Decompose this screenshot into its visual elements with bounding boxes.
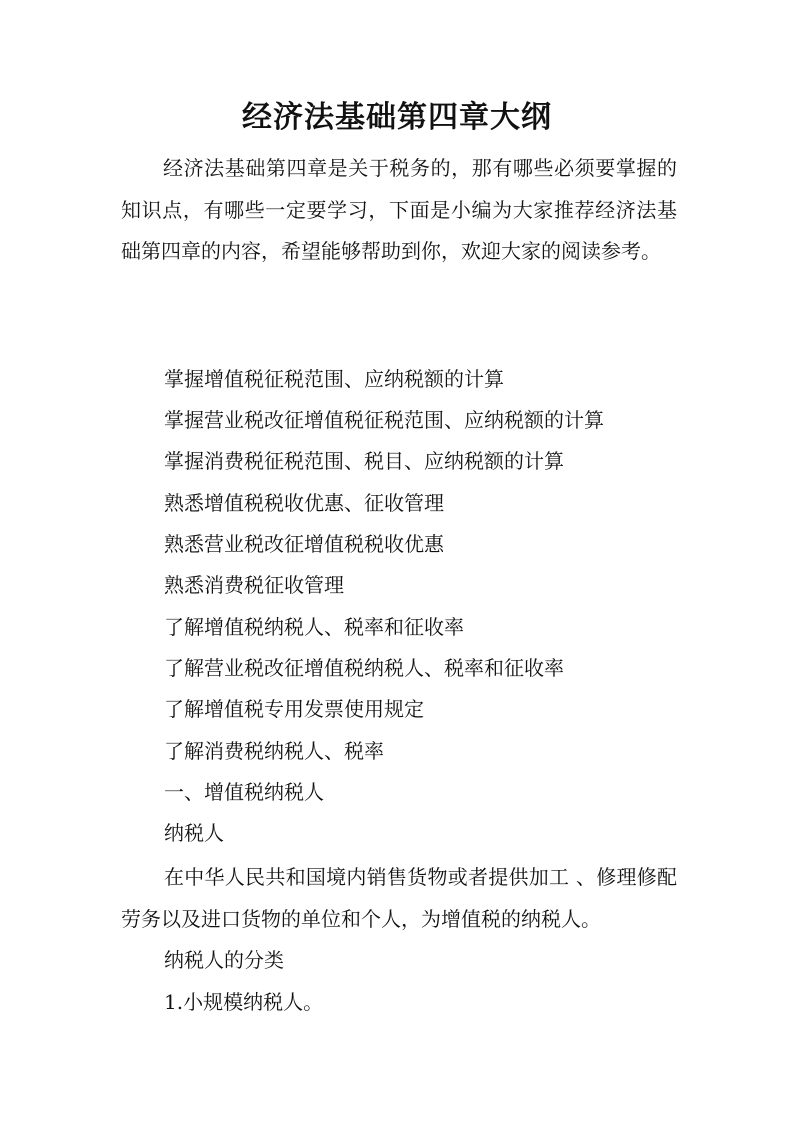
section-heading: 一、增值税纳税人 (164, 780, 324, 804)
outline-item: 掌握消费税征税范围、税目、应纳税额的计算 (164, 449, 564, 473)
outline-item: 熟悉增值税税收优惠、征收管理 (164, 491, 444, 515)
category-heading: 纳税人的分类 (164, 948, 284, 972)
outline-item: 了解消费税纳税人、税率 (164, 739, 384, 763)
outline-item: 了解增值税专用发票使用规定 (164, 697, 424, 721)
outline-item: 熟悉营业税改征增值税税收优惠 (164, 532, 444, 556)
definition-paragraph: 在中华人民共和国境内销售货物或者提供加工 、修理修配劳务以及进口货物的单位和个人，为增值税的纳税人。 (121, 865, 677, 931)
outline-item: 熟悉消费税征收管理 (164, 573, 344, 597)
intro-paragraph: 经济法基础第四章是关于税务的，那有哪些必须要掌握的知识点，有哪些一定要学习，下面是小编为大家推荐经济法基础第四章的内容，希望能够帮助到你，欢迎大家的阅读参考。 (121, 156, 677, 263)
category-item: 1.小规模纳税人。 (164, 990, 324, 1014)
subheading: 纳税人 (164, 821, 224, 845)
outline-item: 了解增值税纳税人、税率和征收率 (164, 615, 464, 639)
outline-item: 掌握增值税征税范围、应纳税额的计算 (164, 367, 504, 391)
outline-item: 掌握营业税改征增值税征税范围、应纳税额的计算 (164, 408, 604, 432)
outline-item: 了解营业税改征增值税纳税人、税率和征收率 (164, 656, 564, 680)
document-title: 经济法基础第四章大纲 (242, 100, 552, 135)
